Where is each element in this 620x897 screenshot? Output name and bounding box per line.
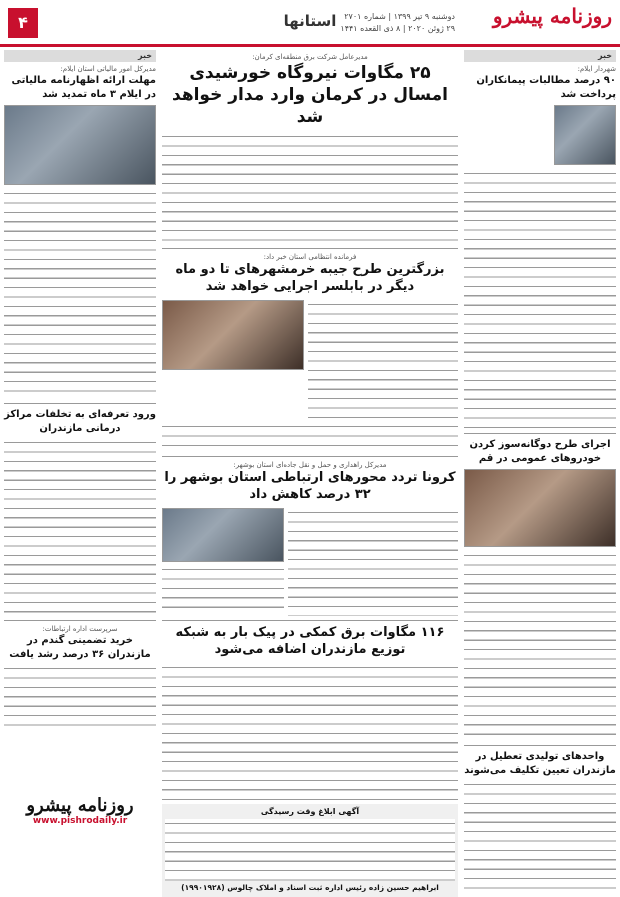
divider xyxy=(4,403,156,404)
legal-notice xyxy=(162,804,458,897)
article-qom-fuel[interactable] xyxy=(464,438,616,741)
date-line: دوشنبه ۹ تیر ۱۳۹۹ | شماره ۲۷۰۱ xyxy=(344,12,455,21)
section-title: استانها xyxy=(283,12,337,30)
article-headline: ۹۰ درصد مطالبات پیمانکاران پرداخت شد xyxy=(476,75,616,100)
divider xyxy=(4,620,156,621)
article-kicker: سرپرست اداره ارتباطات: xyxy=(42,625,118,633)
article-headline: مهلت ارائه اظهارنامه مالیاتی در ایلام ۳ ماه تمدید شد xyxy=(11,75,156,100)
notice-headline: آگهی ابلاغ وقت رسیدگی xyxy=(260,806,360,816)
article-body xyxy=(4,664,156,726)
mayor-photo xyxy=(554,105,616,165)
police-commander-photo xyxy=(162,300,304,370)
article-kicker: مدیرکل امور مالیاتی استان ایلام: xyxy=(60,65,156,73)
article-kicker: فرمانده انتظامی استان خبر داد: xyxy=(263,253,357,262)
divider xyxy=(162,620,458,621)
divider xyxy=(464,745,616,746)
article-headline: اجرای طرح دوگانه‌سوز کردن خودروهای عمومی در قم xyxy=(469,439,611,464)
footer-branding xyxy=(6,795,154,826)
divider xyxy=(162,456,458,457)
article-body xyxy=(464,780,616,890)
article-body xyxy=(4,438,156,616)
main-column xyxy=(162,50,458,897)
article-headline: کرونا تردد محورهای ارتباطی استان بوشهر را ۳۲ درصد کاهش داد xyxy=(164,470,456,502)
article-ilam-tax[interactable] xyxy=(4,65,156,399)
article-body xyxy=(308,300,458,420)
article-mazandaran-factories[interactable] xyxy=(464,750,616,890)
article-kicker: مدیرکل راهداری و حمل و نقل جاده‌ای استان بوشهر: xyxy=(233,461,387,470)
right-column xyxy=(464,50,616,890)
page-number: ۴ xyxy=(8,8,38,38)
footer-logo: روزنامه پیشرو xyxy=(26,795,134,816)
article-kicker: شهردار ایلام: xyxy=(577,65,616,73)
article-headline: خرید تضمینی گندم در مازندران ۳۶ درصد رشد یافت xyxy=(9,635,151,660)
article-body xyxy=(162,663,458,795)
top-rule xyxy=(0,44,620,47)
article-ilam-mayor[interactable] xyxy=(464,65,616,429)
article-wheat-purchase[interactable] xyxy=(4,625,156,726)
divider xyxy=(162,799,458,800)
article-headline: ۱۱۶ مگاوات برق کمکی در پیک بار به شبکه توزیع مازندران اضافه می‌شود xyxy=(175,624,445,657)
divider xyxy=(162,248,458,249)
footer-url[interactable]: www.pishrodaily.ir xyxy=(32,816,128,826)
article-body xyxy=(162,132,458,244)
article-photo xyxy=(464,469,616,547)
article-kicker: مدیرعامل شرکت برق منطقه‌ای کرمان: xyxy=(252,53,368,61)
article-headline: واحدهای تولیدی تعطیل در مازندران تعیین تکلیف می‌شوند xyxy=(464,751,616,776)
date-line-gregorian: ۲۹ ژوئن ۲۰۲۰ | ۸ ذی القعده ۱۴۴۱ xyxy=(340,24,455,33)
article-headline: ورود تعرفه‌ای به تخلفات مراکز درمانی مازندران xyxy=(4,409,156,434)
article-mazandaran-power[interactable] xyxy=(162,625,458,795)
tax-official-photo xyxy=(4,105,156,185)
article-body xyxy=(464,551,616,741)
article-body-cont xyxy=(162,422,458,452)
official-photo xyxy=(162,508,284,562)
article-bushehr-traffic[interactable] xyxy=(162,461,458,616)
article-body xyxy=(464,169,616,429)
article-babolsar-project[interactable] xyxy=(162,253,458,452)
news-tag: خبر xyxy=(464,50,616,62)
notice-signature: ابراهیم حسین زاده رئیس اداره ثبت اسناد و املاک چالوس (۱۹۹۰۱۹۲۸) xyxy=(181,883,439,893)
article-body-side xyxy=(162,565,284,615)
newspaper-logo: روزنامه پیشرو xyxy=(492,4,612,28)
news-tag: خبر xyxy=(4,50,156,62)
article-body xyxy=(4,189,156,399)
left-column xyxy=(4,50,156,726)
divider xyxy=(464,433,616,434)
article-medical-tariffs[interactable] xyxy=(4,408,156,616)
article-kerman-solar[interactable] xyxy=(162,53,458,244)
notice-body xyxy=(165,819,455,881)
article-body xyxy=(288,508,458,616)
article-headline: بزرگترین طرح جیبه خرمشهرهای تا دو ماه دیگر در بابلسر اجرایی خواهد شد xyxy=(175,262,445,295)
article-headline: ۲۵ مگاوات نیروگاه خورشیدی امسال در کرمان وارد مدار خواهد شد xyxy=(172,63,448,128)
